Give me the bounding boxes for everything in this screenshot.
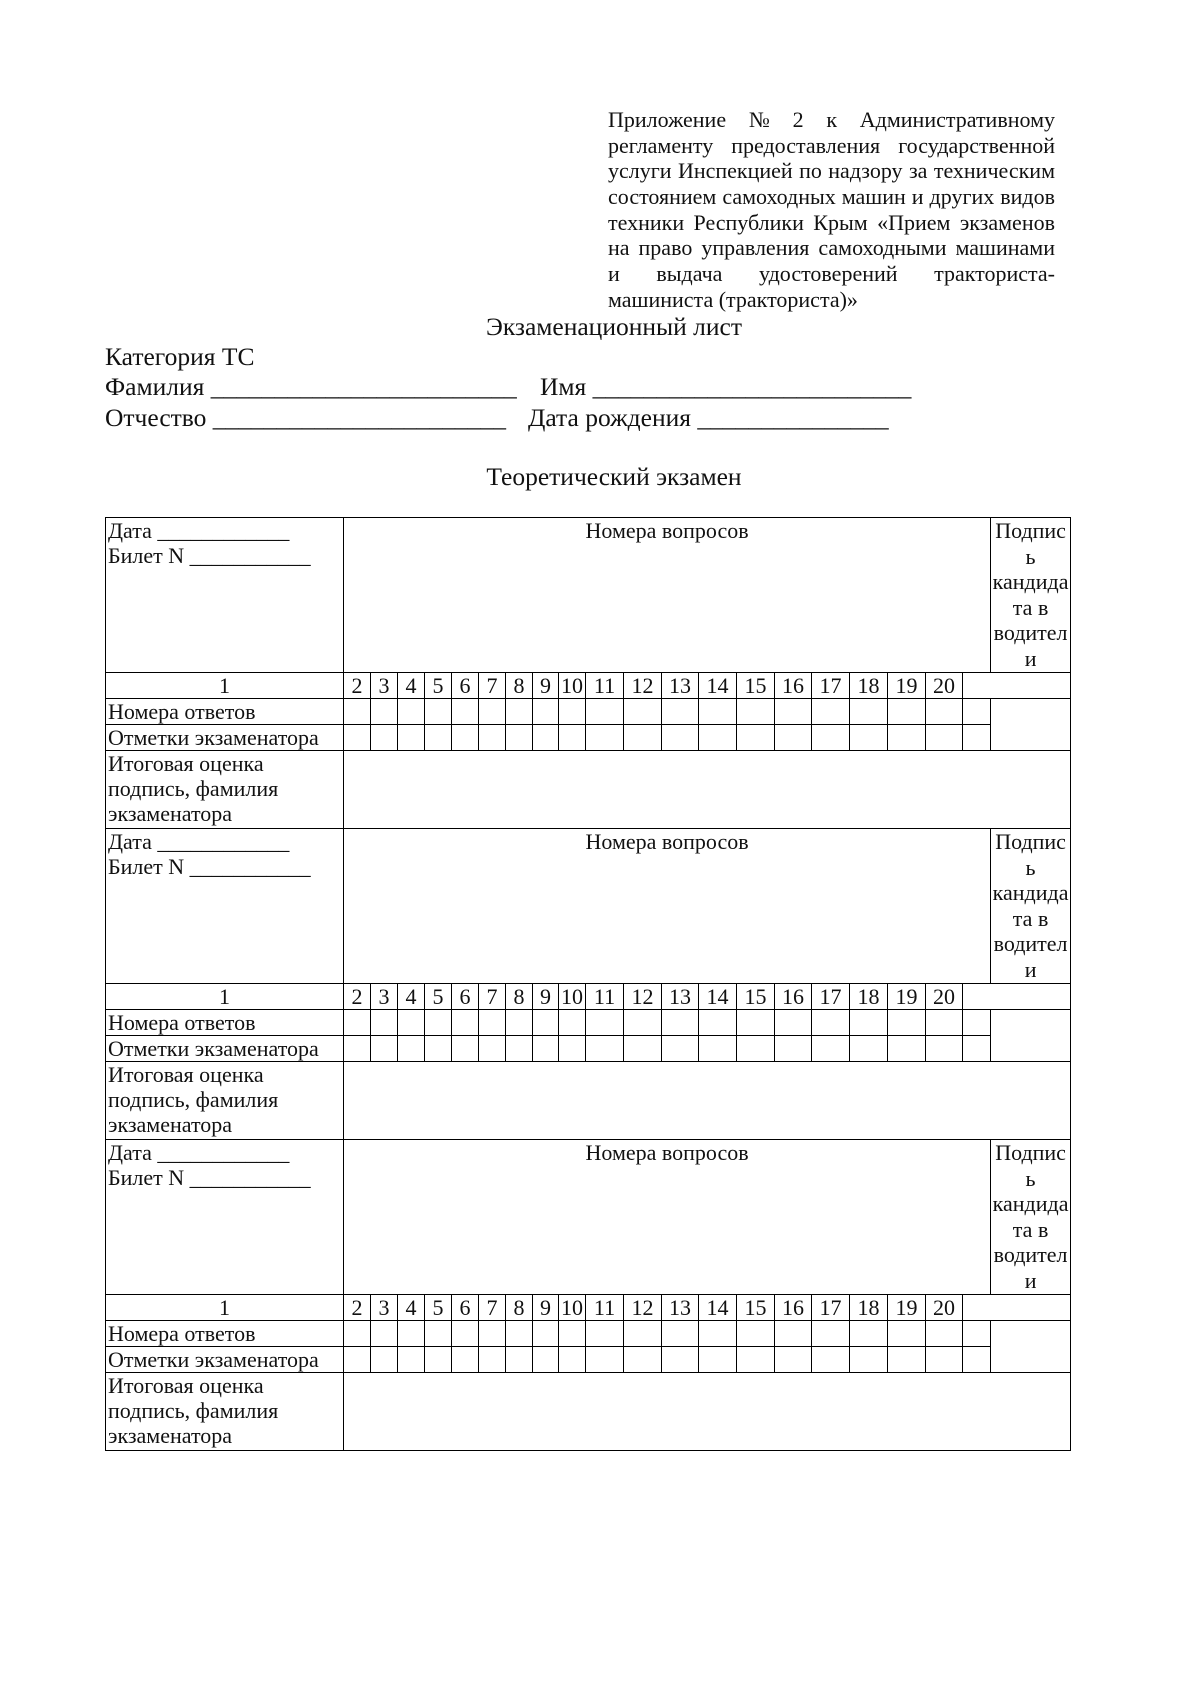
answer-number-cell	[737, 1321, 775, 1347]
question-number-cell: 10	[559, 673, 586, 699]
candidate-signature-header-line: и	[1024, 645, 1037, 671]
answer-number-cell	[775, 699, 812, 725]
question-number-cell: 19	[888, 984, 926, 1010]
question-numbers-header	[344, 1140, 991, 1295]
appendix-line: машиниста (тракториста)»	[608, 286, 858, 312]
answer-number-cell	[559, 699, 586, 725]
examiner-mark-cell	[479, 725, 506, 751]
question-number-cell: 18	[850, 1295, 888, 1321]
question-number-cell: 10	[559, 984, 586, 1010]
exam-date-field: Дата ____________	[108, 518, 290, 543]
appendix-line: техники Республики Крым «Прием экзаменов	[608, 209, 1055, 235]
examiner-mark-cell	[662, 1347, 699, 1373]
candidate-signature-header-line: кандида	[992, 880, 1069, 906]
question-number-cell: 13	[662, 984, 699, 1010]
answer-number-cell	[775, 1010, 812, 1036]
examiner-mark-cell	[699, 1347, 737, 1373]
examiner-mark-cell	[624, 1347, 662, 1373]
question-number-cell: 4	[398, 984, 425, 1010]
answer-number-cell	[963, 699, 991, 725]
question-number-cell: 20	[926, 673, 963, 699]
question-number-cell: 18	[850, 984, 888, 1010]
exam-block	[105, 517, 1071, 829]
final-grade-label-line: подпись, фамилия	[108, 776, 279, 801]
question-number-cell: 2	[344, 673, 371, 699]
answer-number-cell	[533, 1321, 559, 1347]
question-numbers-header-label: Номера вопросов	[585, 518, 749, 543]
examiner-mark-cell	[963, 725, 991, 751]
ticket-number-field: Билет N ___________	[108, 543, 311, 568]
examiner-mark-cell	[559, 1347, 586, 1373]
answer-number-cell	[812, 1010, 850, 1036]
question-number-cell: 16	[775, 1295, 812, 1321]
answer-number-cell	[850, 1010, 888, 1036]
final-grade-cell	[344, 1373, 1071, 1451]
question-number-cell: 12	[624, 984, 662, 1010]
examiner-mark-cell	[344, 1036, 371, 1062]
answer-number-cell	[371, 1010, 398, 1036]
answer-numbers-row	[106, 1321, 1071, 1347]
examiner-mark-cell	[506, 1347, 533, 1373]
question-number-cell: 19	[888, 673, 926, 699]
question-number-cell: 18	[850, 673, 888, 699]
examiner-mark-cell	[452, 1036, 479, 1062]
answer-number-cell	[533, 1010, 559, 1036]
answer-numbers-row	[106, 699, 1071, 725]
candidate-signature-header	[991, 829, 1071, 984]
examiner-mark-cell	[506, 1036, 533, 1062]
candidate-signature-header-line: ь	[1025, 1165, 1036, 1191]
question-number-cell: 20	[926, 1295, 963, 1321]
examiner-marks-label: Отметки экзаменатора	[106, 725, 344, 751]
answer-number-cell	[398, 1010, 425, 1036]
question-number-cell: 1	[106, 673, 344, 699]
candidate-signature-cell	[991, 1321, 1071, 1373]
examiner-mark-cell	[586, 1036, 624, 1062]
question-number-cell: 15	[737, 984, 775, 1010]
question-number-cell: 10	[559, 1295, 586, 1321]
examiner-mark-cell	[533, 725, 559, 751]
examiner-mark-cell	[586, 1347, 624, 1373]
candidate-signature-header-line: Подпис	[995, 829, 1066, 854]
question-number-cell: 11	[586, 673, 624, 699]
question-numbers-header	[344, 518, 991, 673]
question-number-cell: 6	[452, 1295, 479, 1321]
ticket-info-cell	[106, 518, 344, 673]
question-number-cell: 11	[586, 984, 624, 1010]
examiner-mark-cell	[850, 1036, 888, 1062]
form-title: Экзаменационный лист	[485, 312, 743, 341]
appendix-line: регламенту предоставления государственной	[608, 132, 1055, 158]
examiner-mark-cell	[775, 1347, 812, 1373]
question-number-cell: 8	[506, 984, 533, 1010]
question-number-cell: 5	[425, 984, 452, 1010]
examiner-mark-cell	[425, 725, 452, 751]
question-number-cell: 17	[812, 1295, 850, 1321]
examiner-mark-cell	[479, 1036, 506, 1062]
examiner-mark-cell	[425, 1347, 452, 1373]
patronymic-field: Отчество _______________________	[105, 403, 507, 432]
examiner-mark-cell	[737, 1036, 775, 1062]
final-grade-label	[106, 1373, 344, 1451]
final-grade-label	[106, 751, 344, 829]
appendix-line: услуги Инспекцией по надзору за техническим	[608, 158, 1055, 184]
answer-number-cell	[624, 1321, 662, 1347]
candidate-signature-header-line: та в	[1012, 905, 1049, 931]
question-number-cell: 12	[624, 1295, 662, 1321]
candidate-signature-header	[991, 1140, 1071, 1295]
exam-date-field: Дата ____________	[108, 829, 290, 854]
examiner-mark-cell	[699, 1036, 737, 1062]
answer-number-cell	[850, 699, 888, 725]
question-number-cell: 7	[479, 1295, 506, 1321]
answer-number-cell	[699, 1010, 737, 1036]
examiner-mark-cell	[888, 1347, 926, 1373]
candidate-signature-header-line: водител	[993, 931, 1068, 957]
answer-number-cell	[624, 699, 662, 725]
answer-number-cell	[775, 1321, 812, 1347]
answer-number-cell	[662, 1010, 699, 1036]
answer-number-cell	[963, 1321, 991, 1347]
question-number-cell: 17	[812, 673, 850, 699]
question-number-cell: 1	[106, 1295, 344, 1321]
examiner-mark-cell	[371, 1347, 398, 1373]
answer-number-cell	[425, 1321, 452, 1347]
candidate-signature-header-line: Подпис	[995, 1140, 1066, 1165]
final-grade-row	[106, 1062, 1071, 1140]
question-number-row	[106, 673, 1071, 699]
question-number-cell: 4	[398, 673, 425, 699]
answer-number-cell	[559, 1321, 586, 1347]
examiner-mark-cell	[344, 1347, 371, 1373]
question-number-cell: 14	[699, 1295, 737, 1321]
candidate-signature-header-line: Подпис	[995, 518, 1066, 543]
examiner-mark-cell	[533, 1347, 559, 1373]
answer-number-cell	[371, 1321, 398, 1347]
question-number-cell: 9	[533, 1295, 559, 1321]
examiner-mark-cell	[371, 1036, 398, 1062]
answer-number-cell	[559, 1010, 586, 1036]
answer-number-cell	[506, 699, 533, 725]
question-number-cell: 13	[662, 673, 699, 699]
answer-number-cell	[586, 1010, 624, 1036]
candidate-signature-header	[991, 518, 1071, 673]
answer-number-cell	[888, 699, 926, 725]
answer-number-cell	[371, 699, 398, 725]
question-number-cell: 2	[344, 1295, 371, 1321]
answer-number-cell	[888, 1321, 926, 1347]
examiner-mark-cell	[398, 1347, 425, 1373]
exam-block	[105, 1139, 1071, 1451]
answer-number-cell	[926, 1010, 963, 1036]
candidate-signature-header-line: кандида	[992, 1191, 1069, 1217]
ticket-number-field: Билет N ___________	[108, 1165, 311, 1190]
examiner-mark-cell	[344, 725, 371, 751]
question-number-cell: 9	[533, 673, 559, 699]
final-grade-label-line: Итоговая оценка	[108, 1373, 264, 1398]
examiner-mark-cell	[926, 725, 963, 751]
final-grade-label	[106, 1062, 344, 1140]
first-name-field: Имя _________________________	[540, 372, 912, 401]
question-number-cell: 3	[371, 984, 398, 1010]
candidate-signature-cell	[991, 699, 1071, 751]
candidate-signature-header-line: кандида	[992, 569, 1069, 595]
blank-cell	[963, 673, 1071, 699]
answer-number-cell	[479, 1321, 506, 1347]
candidate-signature-header-line: водител	[993, 620, 1068, 646]
answer-number-cell	[398, 1321, 425, 1347]
answer-number-cell	[425, 1010, 452, 1036]
answer-number-cell	[850, 1321, 888, 1347]
answer-number-cell	[662, 699, 699, 725]
ticket-header-row	[106, 829, 1071, 984]
answer-number-cell	[344, 1321, 371, 1347]
examiner-mark-cell	[926, 1036, 963, 1062]
candidate-signature-header-line: ь	[1025, 854, 1036, 880]
question-number-cell: 3	[371, 1295, 398, 1321]
question-number-cell: 14	[699, 673, 737, 699]
question-number-cell: 14	[699, 984, 737, 1010]
answer-number-cell	[737, 699, 775, 725]
question-number-cell: 5	[425, 1295, 452, 1321]
examiner-marks-row	[106, 1347, 1071, 1373]
examiner-mark-cell	[662, 1036, 699, 1062]
ticket-info-cell	[106, 1140, 344, 1295]
question-number-cell: 7	[479, 984, 506, 1010]
candidate-signature-header-line: та в	[1012, 1216, 1049, 1242]
question-number-cell: 12	[624, 673, 662, 699]
examiner-mark-cell	[812, 725, 850, 751]
appendix-note	[608, 107, 1055, 313]
examiner-mark-cell	[963, 1347, 991, 1373]
examiner-mark-cell	[926, 1347, 963, 1373]
exam-date-field: Дата ____________	[108, 1140, 290, 1165]
appendix-line: Приложение № 2 к Административному	[608, 107, 1055, 132]
birth-date-field: Дата рождения _______________	[528, 403, 889, 432]
examiner-mark-cell	[888, 1036, 926, 1062]
examiner-marks-label: Отметки экзаменатора	[106, 1347, 344, 1373]
answer-number-cell	[479, 699, 506, 725]
ticket-info-cell	[106, 829, 344, 984]
candidate-signature-header-line: ь	[1025, 543, 1036, 569]
answer-number-cell	[699, 1321, 737, 1347]
answer-number-cell	[624, 1010, 662, 1036]
examiner-mark-cell	[775, 1036, 812, 1062]
section-title: Теоретический экзамен	[486, 462, 742, 491]
final-grade-cell	[344, 1062, 1071, 1140]
vehicle-category-label: Категория ТС	[105, 342, 255, 371]
question-number-cell: 17	[812, 984, 850, 1010]
ticket-header-row	[106, 1140, 1071, 1295]
question-number-cell: 20	[926, 984, 963, 1010]
examiner-mark-cell	[737, 725, 775, 751]
answer-number-cell	[812, 699, 850, 725]
question-number-cell: 15	[737, 1295, 775, 1321]
answer-numbers-label: Номера ответов	[106, 1321, 344, 1347]
answer-number-cell	[479, 1010, 506, 1036]
final-grade-label-line: Итоговая оценка	[108, 1062, 264, 1087]
examiner-mark-cell	[812, 1347, 850, 1373]
question-number-cell: 8	[506, 1295, 533, 1321]
answer-number-cell	[452, 1321, 479, 1347]
question-number-cell: 8	[506, 673, 533, 699]
question-numbers-header	[344, 829, 991, 984]
answer-number-cell	[533, 699, 559, 725]
answer-number-cell	[662, 1321, 699, 1347]
answer-number-cell	[699, 699, 737, 725]
answer-number-cell	[586, 699, 624, 725]
appendix-line: на право управления самоходными машинами	[608, 235, 1055, 261]
question-numbers-header-label: Номера вопросов	[585, 1140, 749, 1165]
examiner-mark-cell	[506, 725, 533, 751]
question-number-cell: 11	[586, 1295, 624, 1321]
question-number-row	[106, 984, 1071, 1010]
examiner-mark-cell	[850, 725, 888, 751]
examiner-mark-cell	[452, 1347, 479, 1373]
answer-number-cell	[452, 699, 479, 725]
final-grade-label-line: экзаменатора	[108, 801, 233, 826]
examiner-marks-row	[106, 1036, 1071, 1062]
answer-number-cell	[506, 1321, 533, 1347]
answer-numbers-row	[106, 1010, 1071, 1036]
question-number-cell: 9	[533, 984, 559, 1010]
candidate-signature-cell	[991, 1010, 1071, 1062]
examiner-mark-cell	[586, 725, 624, 751]
blank-cell	[963, 1295, 1071, 1321]
final-grade-label-line: Итоговая оценка	[108, 751, 264, 776]
question-number-cell: 15	[737, 673, 775, 699]
question-number-cell: 16	[775, 984, 812, 1010]
examiner-mark-cell	[479, 1347, 506, 1373]
answer-number-cell	[586, 1321, 624, 1347]
examiner-mark-cell	[699, 725, 737, 751]
examiner-marks-label: Отметки экзаменатора	[106, 1036, 344, 1062]
final-grade-label-line: экзаменатора	[108, 1112, 233, 1137]
answer-number-cell	[737, 1010, 775, 1036]
examiner-mark-cell	[398, 725, 425, 751]
question-numbers-header-label: Номера вопросов	[585, 829, 749, 854]
examiner-mark-cell	[559, 725, 586, 751]
examiner-mark-cell	[888, 725, 926, 751]
examiner-mark-cell	[425, 1036, 452, 1062]
answer-number-cell	[398, 699, 425, 725]
surname-field: Фамилия ________________________	[105, 372, 517, 401]
examiner-mark-cell	[398, 1036, 425, 1062]
examiner-mark-cell	[850, 1347, 888, 1373]
question-number-cell: 6	[452, 673, 479, 699]
ticket-header-row	[106, 518, 1071, 673]
final-grade-label-line: подпись, фамилия	[108, 1087, 279, 1112]
question-number-cell: 1	[106, 984, 344, 1010]
question-number-cell: 2	[344, 984, 371, 1010]
appendix-line: состоянием самоходных машин и других видов	[608, 184, 1055, 210]
ticket-number-field: Билет N ___________	[108, 854, 311, 879]
answer-numbers-label: Номера ответов	[106, 699, 344, 725]
examiner-marks-row	[106, 725, 1071, 751]
examiner-mark-cell	[452, 725, 479, 751]
question-number-cell: 13	[662, 1295, 699, 1321]
exam-block	[105, 828, 1071, 1140]
answer-number-cell	[812, 1321, 850, 1347]
final-grade-label-line: экзаменатора	[108, 1423, 233, 1448]
examiner-mark-cell	[963, 1036, 991, 1062]
answer-number-cell	[926, 699, 963, 725]
examiner-mark-cell	[624, 1036, 662, 1062]
final-grade-label-line: подпись, фамилия	[108, 1398, 279, 1423]
examiner-mark-cell	[371, 725, 398, 751]
answer-number-cell	[888, 1010, 926, 1036]
examiner-mark-cell	[624, 725, 662, 751]
examiner-mark-cell	[533, 1036, 559, 1062]
question-number-cell: 3	[371, 673, 398, 699]
final-grade-row	[106, 1373, 1071, 1451]
final-grade-row	[106, 751, 1071, 829]
examiner-mark-cell	[662, 725, 699, 751]
answer-numbers-label: Номера ответов	[106, 1010, 344, 1036]
answer-number-cell	[344, 1010, 371, 1036]
question-number-cell: 7	[479, 673, 506, 699]
candidate-signature-header-line: и	[1024, 1267, 1037, 1293]
examiner-mark-cell	[812, 1036, 850, 1062]
examiner-mark-cell	[775, 725, 812, 751]
examiner-mark-cell	[559, 1036, 586, 1062]
answer-number-cell	[926, 1321, 963, 1347]
candidate-signature-header-line: водител	[993, 1242, 1068, 1268]
question-number-cell: 16	[775, 673, 812, 699]
answer-number-cell	[452, 1010, 479, 1036]
question-number-cell: 5	[425, 673, 452, 699]
final-grade-cell	[344, 751, 1071, 829]
question-number-cell: 19	[888, 1295, 926, 1321]
answer-number-cell	[506, 1010, 533, 1036]
blank-cell	[963, 984, 1071, 1010]
appendix-line: и выдача удостоверений тракториста-	[608, 261, 1055, 287]
answer-number-cell	[344, 699, 371, 725]
answer-number-cell	[963, 1010, 991, 1036]
question-number-cell: 6	[452, 984, 479, 1010]
candidate-signature-header-line: та в	[1012, 594, 1049, 620]
candidate-signature-header-line: и	[1024, 956, 1037, 982]
question-number-row	[106, 1295, 1071, 1321]
examiner-mark-cell	[737, 1347, 775, 1373]
answer-number-cell	[425, 699, 452, 725]
question-number-cell: 4	[398, 1295, 425, 1321]
